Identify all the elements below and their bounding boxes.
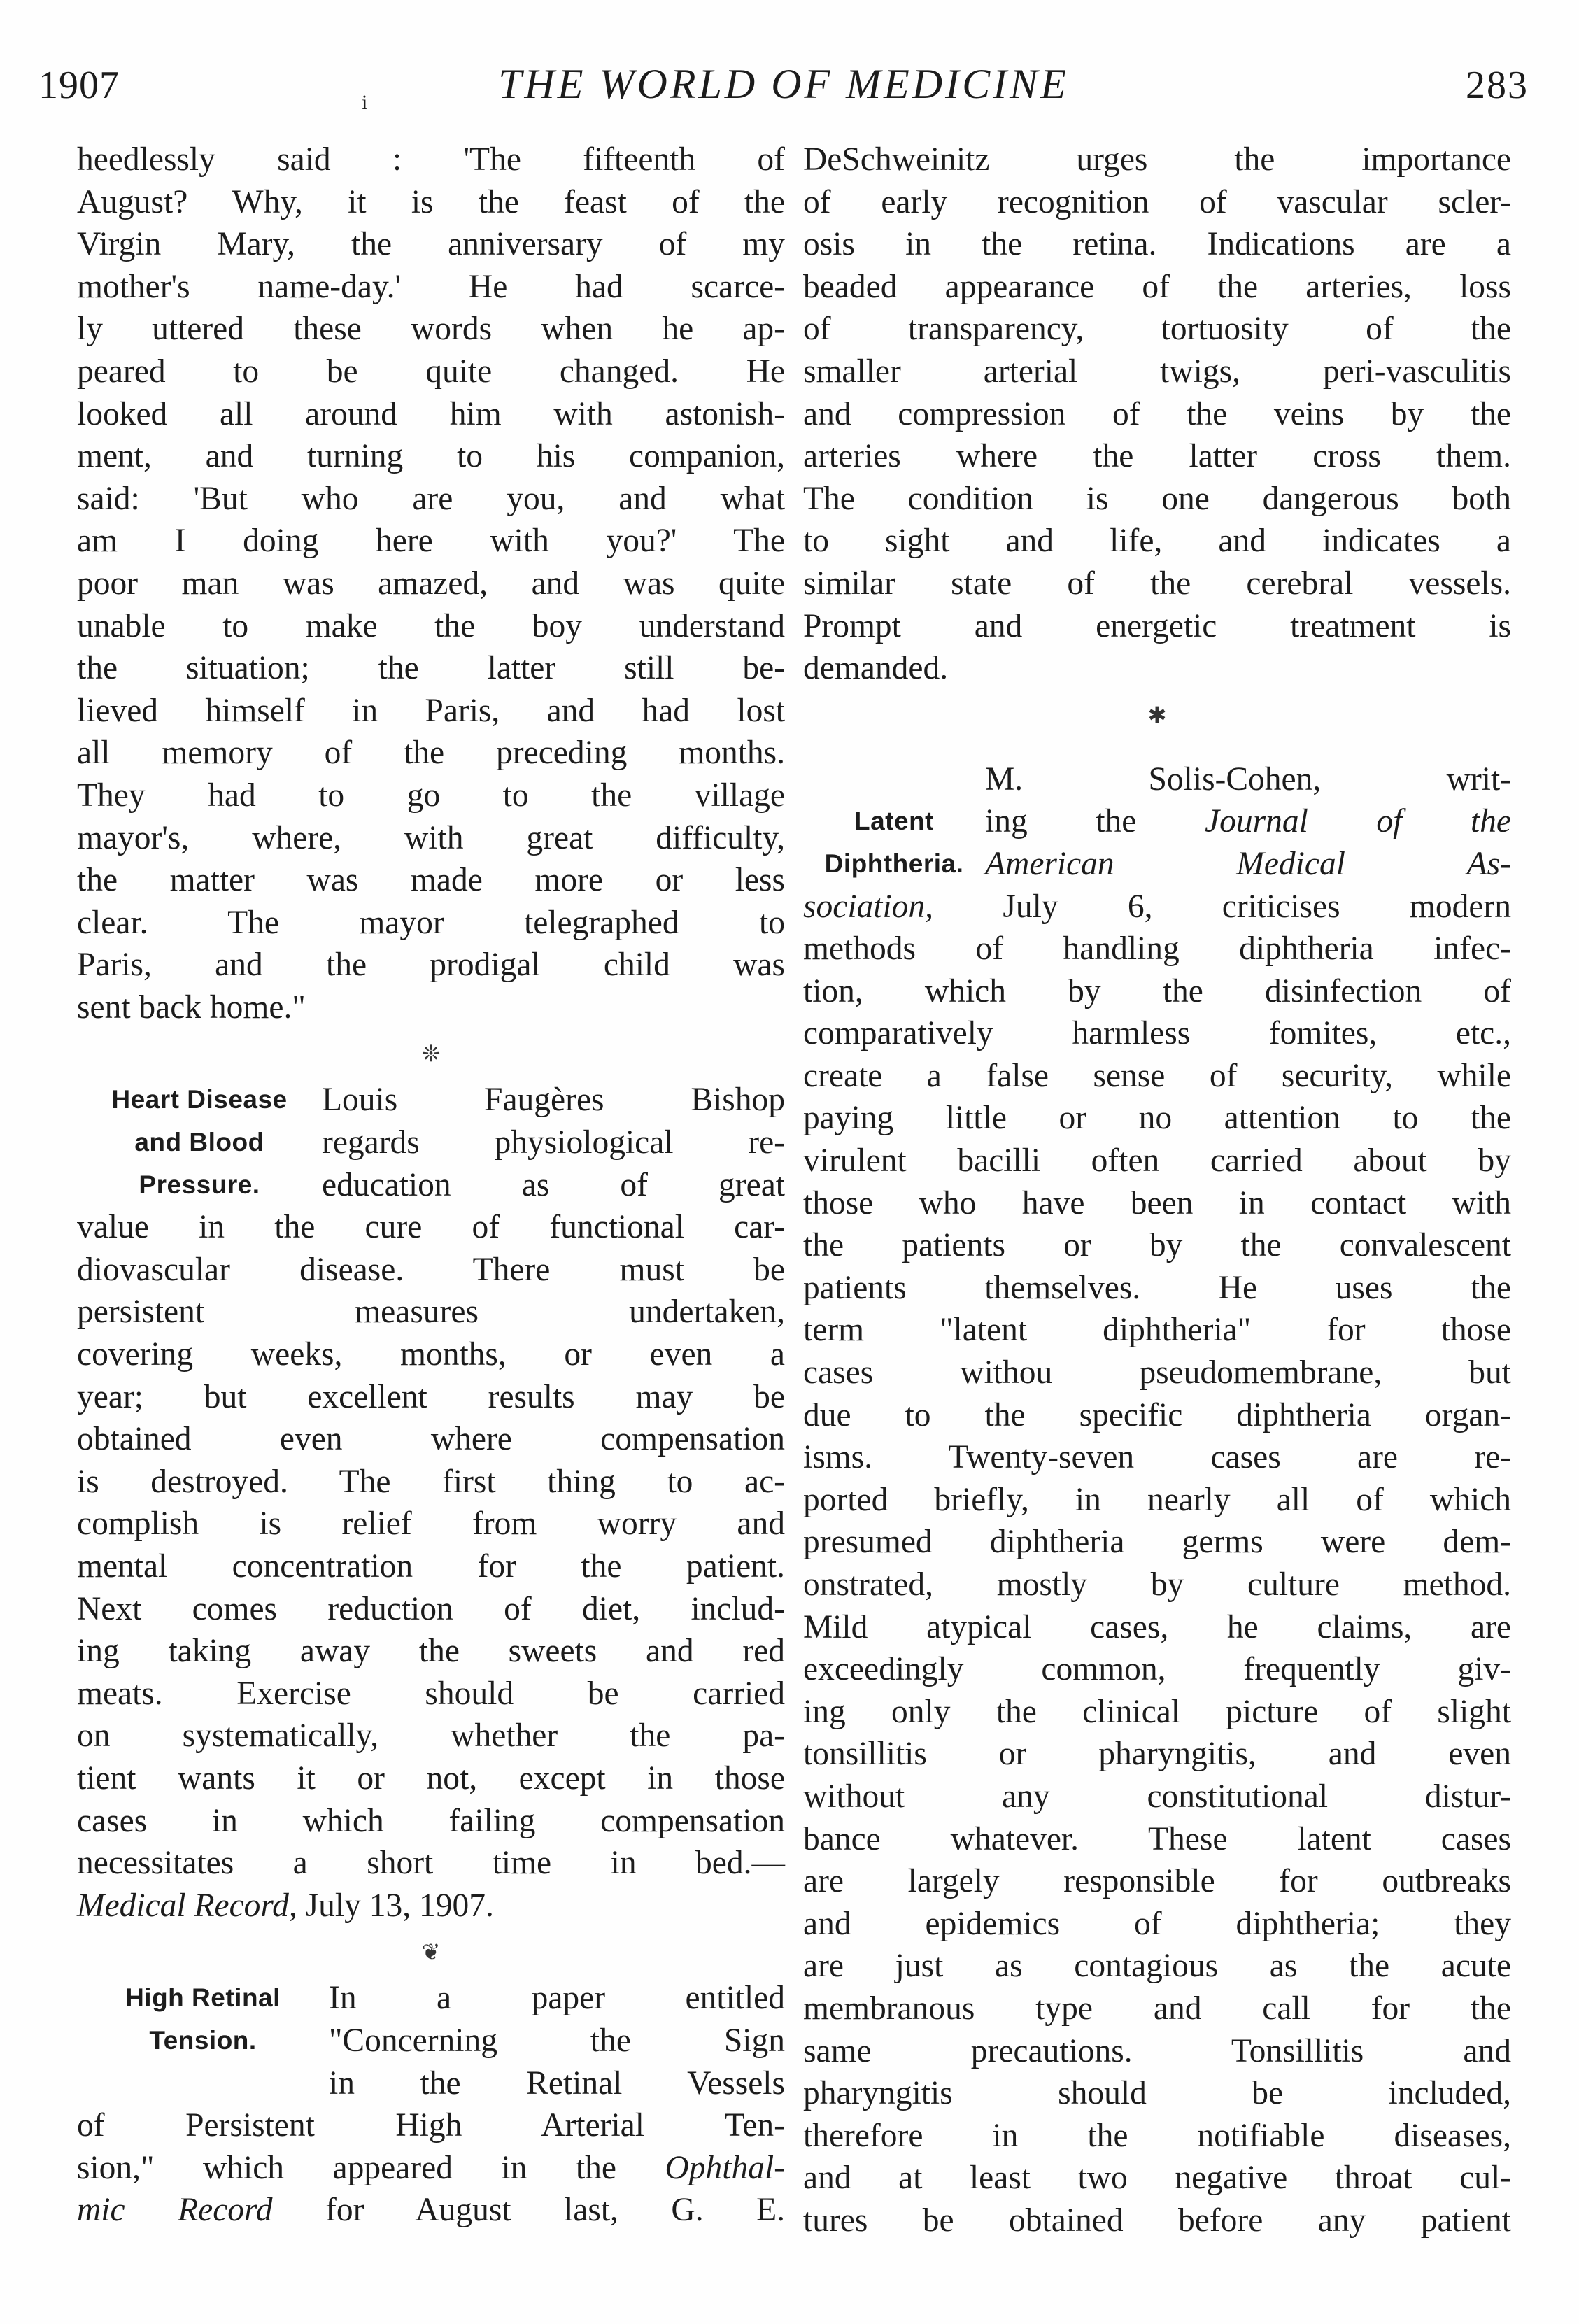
sidenote-heading: Pressure. — [139, 1170, 260, 1199]
text-line: They had to go to the village — [77, 777, 785, 814]
sidenote-heading: Heart Disease — [111, 1085, 288, 1114]
text-line: bance whatever. These latent cases — [803, 1820, 1511, 1857]
text-line: lieved himself in Paris, and had lost — [77, 692, 785, 729]
text-line: pharyngitis should be included, — [803, 2075, 1511, 2112]
text-line: paying little or no attention to the — [803, 1100, 1511, 1137]
text-line: Prompt and energetic treatment is — [803, 607, 1511, 644]
journal-name: Ophthal- — [665, 2149, 785, 2186]
text-line: unable to make the boy understand — [77, 607, 785, 644]
text-line: In a paper entitled — [329, 1980, 785, 2017]
text-line: Louis Faugères Bishop — [322, 1082, 785, 1119]
text-line: ment, and turning to his companion, — [77, 438, 785, 475]
text-line: sociation, July 6, criticises modern — [803, 888, 1511, 925]
text-line: the patients or by the convalescent — [803, 1227, 1511, 1264]
text-line: peared to be quite changed. He — [77, 353, 785, 390]
section-ornament: ✱ — [1147, 702, 1167, 728]
text-line: beaded appearance of the arteries, loss — [803, 268, 1511, 305]
citation-line — [77, 1885, 785, 1927]
text-line: clear. The mayor telegraphed to — [77, 904, 785, 941]
deschweinitz-paragraph — [803, 139, 1511, 690]
text-line: the situation; the latter still be- — [77, 650, 785, 687]
page-number: 283 — [1466, 64, 1529, 107]
text-line: complish is relief from worry and — [77, 1505, 785, 1543]
text-line: presumed diphtheria germs were dem- — [803, 1524, 1511, 1561]
text-line: virulent bacilli often carried about by — [803, 1142, 1511, 1179]
text-line: are just as contagious as the acute — [803, 1948, 1511, 1985]
text-line: and epidemics of diphtheria; they — [803, 1905, 1511, 1942]
text-line: education as of great — [322, 1166, 785, 1203]
text-line: persistent measures undertaken, — [77, 1294, 785, 1331]
text-line: osis in the retina. Indications are a — [803, 226, 1511, 263]
text-line: of transparency, tortuosity of the — [803, 311, 1511, 348]
text-line: all memory of the preceding months. — [77, 735, 785, 772]
text-line: sion," which appeared in the Ophthal- — [77, 2149, 785, 2186]
sidenote-heading: Latent — [854, 807, 934, 836]
text-line: tures be obtained before any patient — [803, 2202, 1511, 2239]
text-line: ing taking away the sweets and red — [77, 1633, 785, 1670]
text-line: meats. Exercise should be carried — [77, 1675, 785, 1712]
text-line: August? Why, it is the feast of the — [77, 183, 785, 220]
text-line: term "latent diphtheria" for those — [803, 1312, 1511, 1349]
text-line: of early recognition of vascular scler- — [803, 183, 1511, 220]
text-line: demanded. — [803, 650, 949, 687]
text-line: are largely responsible for outbreaks — [803, 1863, 1511, 1900]
text-line: cases withou pseudomembrane, but — [803, 1354, 1511, 1391]
high-retinal-tension-section — [77, 1977, 785, 2232]
section-ornament: ❊ — [421, 1041, 441, 1067]
text-line: mother's name-day.' He had scarce- — [77, 268, 785, 305]
journal-title: THE WORLD OF MEDICINE — [498, 61, 1069, 107]
heart-disease-section — [77, 1079, 785, 1927]
text-line: and compression of the veins by the — [803, 395, 1511, 432]
latent-diphtheria-section — [803, 758, 1511, 2242]
journal-name: American Medical As- — [985, 845, 1511, 882]
text-line: mental concentration for the patient. — [77, 1548, 785, 1585]
text-line: tient wants it or not, except in those — [77, 1759, 785, 1797]
text-line: to sight and life, and indicates a — [803, 523, 1511, 560]
citation-date: July 13, 1907. — [297, 1887, 494, 1924]
journal-name: Journal of the — [1205, 803, 1511, 840]
text-line: smaller arterial twigs, peri-vasculitis — [803, 353, 1511, 390]
text-line: year; but excellent results may be — [77, 1378, 785, 1415]
story-conclusion-paragraph — [77, 139, 785, 1028]
sidenote-heading: High Retinal — [125, 1983, 281, 2013]
text-line: "Concerning the Sign — [329, 2022, 785, 2059]
text-line: patients themselves. He uses the — [803, 1269, 1511, 1306]
text-line: mic Record for August last, G. E. — [77, 2192, 785, 2229]
journal-name: sociation, — [803, 888, 934, 925]
text-line: sent back home." — [77, 989, 306, 1026]
text-line: diovascular disease. There must be — [77, 1251, 785, 1288]
text-line: Next comes reduction of diet, includ- — [77, 1590, 785, 1627]
text-line: methods of handling diphtheria infec- — [803, 930, 1511, 968]
text-line: Mild atypical cases, he claims, are — [803, 1608, 1511, 1645]
sidenote-heading: and Blood — [134, 1128, 264, 1157]
text-line: tonsillitis or pharyngitis, and even — [803, 1736, 1511, 1773]
text-line: ing the Journal of the — [985, 803, 1511, 840]
text-line: isms. Twenty-seven cases are re- — [803, 1439, 1511, 1476]
text-line: obtained even where compensation — [77, 1421, 785, 1458]
text-line: in the Retinal Vessels — [329, 2064, 785, 2102]
text-line: covering weeks, months, or even a — [77, 1336, 785, 1373]
text-line: tion, which by the disinfection of — [803, 972, 1511, 1009]
text-line: ported briefly, in nearly all of which — [803, 1481, 1511, 1518]
text-line: those who have been in contact with — [803, 1184, 1511, 1221]
text-line: mayor's, where, with great difficulty, — [77, 819, 785, 856]
journal-name: Medical Record, — [77, 1887, 297, 1924]
text-line: without any constitutional distur- — [803, 1778, 1511, 1815]
text-line: is destroyed. The first thing to ac- — [77, 1463, 785, 1500]
text-line: ly uttered these words when he ap- — [77, 311, 785, 348]
text-line: exceedingly common, frequently giv- — [803, 1651, 1511, 1688]
text-line: DeSchweinitz urges the importance — [803, 141, 1511, 178]
text-line: Virgin Mary, the anniversary of my — [77, 226, 785, 263]
journal-name: mic Record — [77, 2192, 273, 2229]
text-line: ing only the clinical picture of slight — [803, 1693, 1511, 1730]
text-line — [985, 843, 1511, 886]
text-line: poor man was amazed, and was quite — [77, 565, 785, 602]
sidenote-heading: Diphtheria. — [824, 849, 964, 878]
running-head — [38, 60, 1529, 123]
text-line: The condition is one dangerous both — [803, 480, 1511, 517]
text-line: said: 'But who are you, and what — [77, 480, 785, 517]
text-line: similar state of the cerebral vessels. — [803, 565, 1511, 602]
text-line: looked all around him with astonish- — [77, 395, 785, 432]
text-line: am I doing here with you?' The — [77, 523, 785, 560]
sidenote-heading: Tension. — [149, 2025, 257, 2055]
text-line: value in the cure of functional car- — [77, 1209, 785, 1246]
text-line: therefore in the notifiable diseases, — [803, 2117, 1511, 2154]
text-line: arteries where the latter cross them. — [803, 438, 1511, 475]
text-line: regards physiological re- — [322, 1124, 785, 1161]
text-line: due to the specific diphtheria organ- — [803, 1396, 1511, 1433]
text-line: heedlessly said : 'The fifteenth of — [77, 141, 785, 178]
left-column — [77, 139, 785, 2232]
text-line: Paris, and the prodigal child was — [77, 947, 785, 984]
text-line: the matter was made more or less — [77, 862, 785, 899]
text-line: on systematically, whether the pa- — [77, 1717, 785, 1755]
text-line: of Persistent High Arterial Ten- — [77, 2107, 785, 2144]
text-line: M. Solis-Cohen, writ- — [985, 760, 1511, 798]
section-ornament: ❦ — [421, 1939, 441, 1965]
text-line: same precautions. Tonsillitis and — [803, 2032, 1511, 2069]
text-line: cases in which failing compensation — [77, 1802, 785, 1839]
text-line: necessitates a short time in bed.— — [77, 1845, 785, 1882]
right-column — [803, 139, 1511, 2242]
header-mark: i — [362, 91, 368, 114]
text-line: create a false sense of security, while — [803, 1057, 1511, 1094]
text-line: onstrated, mostly by culture method. — [803, 1566, 1511, 1603]
text-line: and at least two negative throat cul- — [803, 2160, 1511, 2197]
header-year: 1907 — [38, 64, 120, 107]
text-line: comparatively harmless fomites, etc., — [803, 1015, 1511, 1052]
text-line: membranous type and call for the — [803, 1990, 1511, 2027]
